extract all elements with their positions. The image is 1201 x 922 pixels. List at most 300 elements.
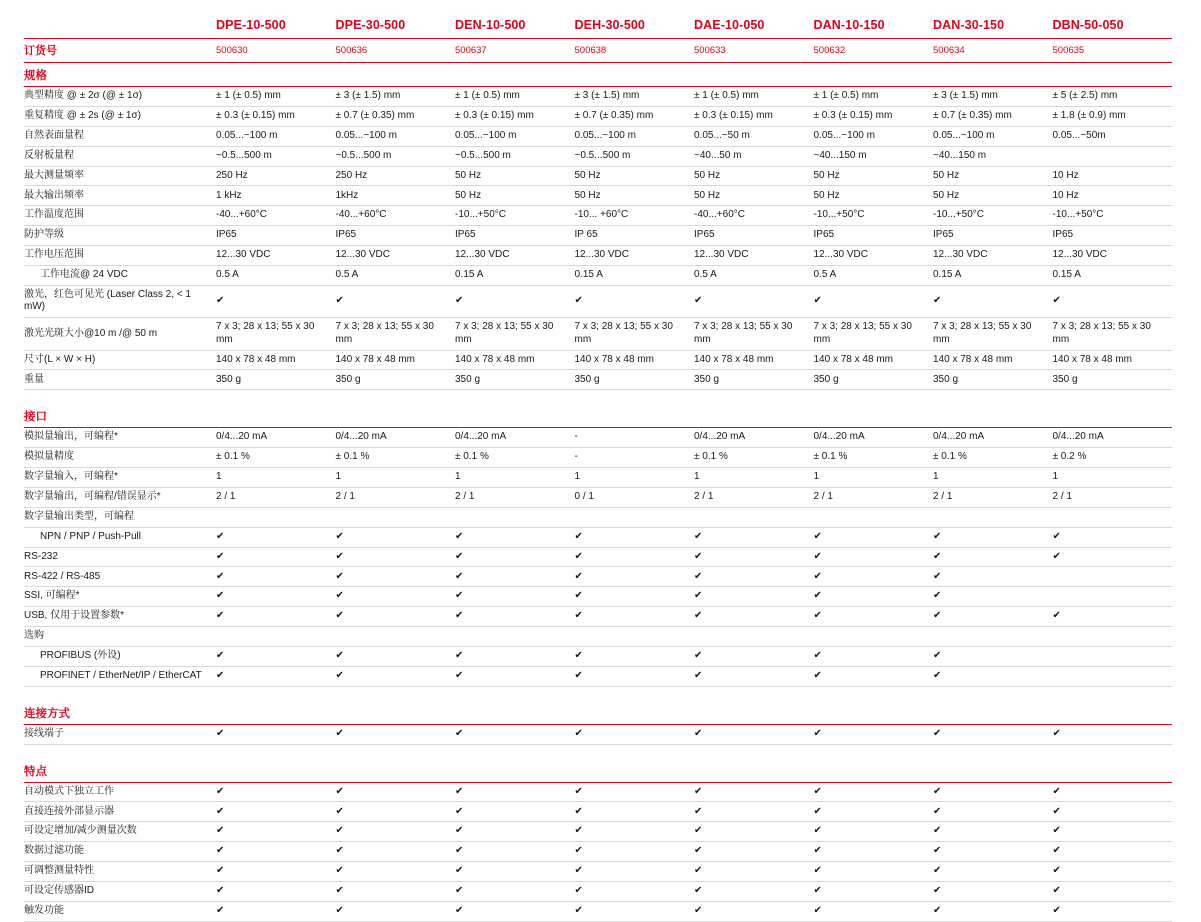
- row-value: ± 0.7 (± 0.35) mm: [575, 106, 695, 126]
- row-label: 工作电压范围: [24, 246, 216, 266]
- row-value: -: [575, 448, 695, 468]
- order-number-value: 500636: [336, 39, 456, 63]
- check-mark-cell: ✔: [814, 587, 934, 607]
- row-label: PROFIBUS (外设): [24, 646, 216, 666]
- row-value: ± 1 (± 0.5) mm: [694, 87, 814, 107]
- check-mark-cell: ✔: [216, 862, 336, 882]
- row-value: 0.15 A: [575, 265, 695, 285]
- row-value: 0.05...~50m: [1053, 126, 1173, 146]
- check-mark-cell: ✔: [336, 527, 456, 547]
- order-number-value: 500637: [455, 39, 575, 63]
- section-header-spacer-cell: [933, 701, 1053, 725]
- row-value: 0.5 A: [216, 265, 336, 285]
- check-mark-cell: ✔: [1053, 901, 1173, 921]
- check-mark-cell: ✔: [933, 646, 1053, 666]
- check-mark-cell: ✔: [216, 646, 336, 666]
- table-row: [24, 881, 1172, 901]
- row-value: 0.15 A: [933, 265, 1053, 285]
- row-value: [694, 627, 814, 647]
- row-label: 工作电流@ 24 VDC: [24, 265, 216, 285]
- row-value: 50 Hz: [933, 186, 1053, 206]
- check-mark-cell: ✔: [1053, 822, 1173, 842]
- row-value: [933, 627, 1053, 647]
- check-mark-cell: ✔: [814, 842, 934, 862]
- check-mark-cell: ✔: [933, 587, 1053, 607]
- row-value: [1053, 587, 1173, 607]
- check-mark-cell: ✔: [575, 547, 695, 567]
- table-row: [24, 428, 1172, 448]
- spacer-cell: [24, 686, 1172, 701]
- row-value: 350 g: [216, 370, 336, 390]
- check-mark-cell: ✔: [336, 901, 456, 921]
- check-mark-cell: ✔: [694, 587, 814, 607]
- check-mark-cell: ✔: [694, 724, 814, 744]
- section-header-spacer-cell: [216, 701, 336, 725]
- section-header-spacer-cell: [694, 701, 814, 725]
- check-mark-cell: ✔: [575, 802, 695, 822]
- check-mark-cell: ✔: [336, 567, 456, 587]
- row-value: ± 3 (± 1.5) mm: [933, 87, 1053, 107]
- check-mark-cell: ✔: [216, 567, 336, 587]
- row-value: [1053, 666, 1173, 686]
- row-label: 防护等级: [24, 226, 216, 246]
- row-value: 0.05...~100 m: [933, 126, 1053, 146]
- row-value: [1053, 146, 1173, 166]
- section-header-spacer-cell: [694, 63, 814, 87]
- check-mark-cell: ✔: [1053, 724, 1173, 744]
- section-title: 连接方式: [24, 701, 216, 725]
- check-mark-cell: ✔: [575, 881, 695, 901]
- row-value: [575, 627, 695, 647]
- check-mark-cell: ✔: [575, 724, 695, 744]
- table-row: [24, 862, 1172, 882]
- row-value: ± 0.1 %: [216, 448, 336, 468]
- row-value: 2 / 1: [933, 487, 1053, 507]
- check-mark-cell: ✔: [575, 607, 695, 627]
- check-mark-cell: ✔: [814, 901, 934, 921]
- table-row: [24, 265, 1172, 285]
- check-mark-cell: ✔: [694, 802, 814, 822]
- row-value: 1 kHz: [216, 186, 336, 206]
- check-mark-cell: ✔: [1053, 862, 1173, 882]
- section-header-spacer-cell: [1053, 701, 1173, 725]
- check-mark-cell: ✔: [455, 666, 575, 686]
- row-value: -10...+50°C: [814, 206, 934, 226]
- row-value: [216, 507, 336, 527]
- row-value: 350 g: [575, 370, 695, 390]
- row-value: IP65: [455, 226, 575, 246]
- section-header-spacer-cell: [216, 759, 336, 783]
- section-header-spacer-cell: [216, 63, 336, 87]
- row-value: 10 Hz: [1053, 186, 1173, 206]
- row-label: 反射板量程: [24, 146, 216, 166]
- model-header-cell: DAE-10-050: [694, 18, 765, 32]
- row-value: 0/4...20 mA: [694, 428, 814, 448]
- order-number-value: 500638: [575, 39, 695, 63]
- section-header-spacer-cell: [455, 701, 575, 725]
- check-mark-cell: ✔: [694, 782, 814, 802]
- check-mark-cell: ✔: [336, 587, 456, 607]
- check-mark-cell: ✔: [933, 724, 1053, 744]
- row-value: IP65: [694, 226, 814, 246]
- check-mark-cell: ✔: [575, 782, 695, 802]
- row-value: [933, 507, 1053, 527]
- row-value: 140 x 78 x 48 mm: [455, 350, 575, 370]
- section-header-spacer-cell: [814, 701, 934, 725]
- table-row: [24, 607, 1172, 627]
- row-value: -40...+60°C: [336, 206, 456, 226]
- spacer-cell: [24, 744, 1172, 759]
- section-header-spacer-cell: [575, 759, 695, 783]
- row-value: 1: [455, 468, 575, 488]
- row-label: SSI, 可编程*: [24, 587, 216, 607]
- row-value: 12...30 VDC: [575, 246, 695, 266]
- row-value: ± 0.7 (± 0.35) mm: [933, 106, 1053, 126]
- table-row: [24, 487, 1172, 507]
- row-value: -: [575, 428, 695, 448]
- model-header-cell: DAN-10-150: [813, 18, 885, 32]
- row-value: 50 Hz: [455, 166, 575, 186]
- row-value: 250 Hz: [216, 166, 336, 186]
- check-mark-cell: ✔: [933, 285, 1053, 317]
- row-value: ± 3 (± 1.5) mm: [575, 87, 695, 107]
- check-mark-cell: ✔: [216, 802, 336, 822]
- section-header-row: [24, 404, 1172, 428]
- row-label: 可设定传感器ID: [24, 881, 216, 901]
- check-mark-cell: ✔: [455, 881, 575, 901]
- section-header-row: [24, 759, 1172, 783]
- row-label: 尺寸(L × W × H): [24, 350, 216, 370]
- row-value: 50 Hz: [694, 186, 814, 206]
- row-value: 0 / 1: [575, 487, 695, 507]
- check-mark-cell: ✔: [336, 646, 456, 666]
- check-mark-cell: ✔: [336, 822, 456, 842]
- table-row: [24, 318, 1172, 350]
- model-header-cell: DPE-10-500: [216, 18, 286, 32]
- row-value: [336, 507, 456, 527]
- section-header-spacer-cell: [455, 759, 575, 783]
- row-value: IP 65: [575, 226, 695, 246]
- row-value: 1: [216, 468, 336, 488]
- row-value: 350 g: [933, 370, 1053, 390]
- section-header-spacer-cell: [455, 63, 575, 87]
- row-value: 7 x 3; 28 x 13; 55 x 30 mm: [575, 318, 695, 350]
- row-value: 140 x 78 x 48 mm: [933, 350, 1053, 370]
- check-mark-cell: ✔: [814, 724, 934, 744]
- check-mark-cell: ✔: [694, 666, 814, 686]
- row-value: 0.05...~50 m: [694, 126, 814, 146]
- model-header-cell: DAN-30-150: [933, 18, 1005, 32]
- row-value: 50 Hz: [814, 186, 934, 206]
- row-value: 140 x 78 x 48 mm: [575, 350, 695, 370]
- check-mark-cell: ✔: [814, 666, 934, 686]
- check-mark-cell: ✔: [216, 822, 336, 842]
- row-value: [694, 507, 814, 527]
- table-row: [24, 448, 1172, 468]
- check-mark-cell: ✔: [814, 802, 934, 822]
- row-label: 工作温度范围: [24, 206, 216, 226]
- section-header-spacer-cell: [336, 759, 456, 783]
- row-value: 350 g: [694, 370, 814, 390]
- row-value: -10...+50°C: [933, 206, 1053, 226]
- row-label: 模拟量精度: [24, 448, 216, 468]
- table-row: [24, 587, 1172, 607]
- check-mark-cell: ✔: [814, 607, 934, 627]
- row-value: [1053, 567, 1173, 587]
- model-header-cell: DEN-10-500: [455, 18, 526, 32]
- section-header-spacer-cell: [336, 63, 456, 87]
- check-mark-cell: ✔: [1053, 842, 1173, 862]
- check-mark-cell: ✔: [575, 842, 695, 862]
- row-value: 0/4...20 mA: [1053, 428, 1173, 448]
- row-value: 140 x 78 x 48 mm: [1053, 350, 1173, 370]
- row-value: ± 3 (± 1.5) mm: [336, 87, 456, 107]
- row-value: ± 1.8 (± 0.9) mm: [1053, 106, 1173, 126]
- section-header-spacer-cell: [814, 404, 934, 428]
- row-label: USB, 仅用于设置参数*: [24, 607, 216, 627]
- table-row: [24, 567, 1172, 587]
- row-label: 选购: [24, 627, 216, 647]
- table-body: [24, 18, 1172, 921]
- row-value: ± 0.1 %: [933, 448, 1053, 468]
- check-mark-cell: ✔: [336, 724, 456, 744]
- row-value: [216, 627, 336, 647]
- row-value: 140 x 78 x 48 mm: [336, 350, 456, 370]
- section-title: 接口: [24, 404, 216, 428]
- row-value: 1: [694, 468, 814, 488]
- row-value: -10... +60°C: [575, 206, 695, 226]
- section-header-spacer-cell: [933, 63, 1053, 87]
- check-mark-cell: ✔: [455, 607, 575, 627]
- row-value: ~0.5...500 m: [216, 146, 336, 166]
- row-value: 50 Hz: [814, 166, 934, 186]
- check-mark-cell: ✔: [455, 782, 575, 802]
- row-value: IP65: [933, 226, 1053, 246]
- row-label: 最大测量频率: [24, 166, 216, 186]
- row-value: -40...+60°C: [694, 206, 814, 226]
- section-header-row: [24, 63, 1172, 87]
- check-mark-cell: ✔: [814, 862, 934, 882]
- check-mark-cell: ✔: [694, 607, 814, 627]
- check-mark-cell: ✔: [1053, 607, 1173, 627]
- header-corner-cell: [24, 18, 216, 39]
- table-row: [24, 468, 1172, 488]
- check-mark-cell: ✔: [933, 842, 1053, 862]
- section-header-spacer-cell: [1053, 404, 1173, 428]
- check-mark-cell: ✔: [455, 646, 575, 666]
- check-mark-cell: ✔: [455, 802, 575, 822]
- order-number-value: 500630: [216, 39, 336, 63]
- table-row: [24, 146, 1172, 166]
- row-value: 2 / 1: [694, 487, 814, 507]
- row-value: 2 / 1: [455, 487, 575, 507]
- row-label: 模拟量输出，可编程*: [24, 428, 216, 448]
- section-header-spacer-cell: [336, 701, 456, 725]
- row-value: 0.05...~100 m: [336, 126, 456, 146]
- row-value: ± 0.1 %: [694, 448, 814, 468]
- specification-table: [24, 18, 1172, 922]
- row-value: 0/4...20 mA: [336, 428, 456, 448]
- table-row: [24, 802, 1172, 822]
- check-mark-cell: ✔: [455, 527, 575, 547]
- check-mark-cell: ✔: [694, 822, 814, 842]
- row-value: 0.5 A: [694, 265, 814, 285]
- section-header-spacer-cell: [216, 404, 336, 428]
- row-value: 7 x 3; 28 x 13; 55 x 30 mm: [933, 318, 1053, 350]
- row-value: 140 x 78 x 48 mm: [814, 350, 934, 370]
- row-value: 350 g: [1053, 370, 1173, 390]
- row-value: 50 Hz: [694, 166, 814, 186]
- table-row: [24, 106, 1172, 126]
- table-row: [24, 246, 1172, 266]
- check-mark-cell: ✔: [455, 587, 575, 607]
- check-mark-cell: ✔: [933, 901, 1053, 921]
- row-value: 0/4...20 mA: [455, 428, 575, 448]
- check-mark-cell: ✔: [216, 901, 336, 921]
- check-mark-cell: ✔: [216, 547, 336, 567]
- row-label: 数据过滤功能: [24, 842, 216, 862]
- row-label: NPN / PNP / Push-Pull: [24, 527, 216, 547]
- row-value: 0.05...~100 m: [575, 126, 695, 146]
- section-header-spacer-cell: [575, 404, 695, 428]
- table-row: [24, 186, 1172, 206]
- row-value: ± 1 (± 0.5) mm: [814, 87, 934, 107]
- check-mark-cell: ✔: [336, 607, 456, 627]
- row-value: 7 x 3; 28 x 13; 55 x 30 mm: [694, 318, 814, 350]
- row-value: IP65: [216, 226, 336, 246]
- spacer-cell: [24, 390, 1172, 405]
- row-value: 7 x 3; 28 x 13; 55 x 30 mm: [336, 318, 456, 350]
- check-mark-cell: ✔: [455, 842, 575, 862]
- table-row: [24, 822, 1172, 842]
- row-value: -10...+50°C: [1053, 206, 1173, 226]
- row-value: 0/4...20 mA: [216, 428, 336, 448]
- row-label: 可设定增加/减少测量次数: [24, 822, 216, 842]
- section-header-spacer-cell: [933, 404, 1053, 428]
- row-value: 1kHz: [336, 186, 456, 206]
- row-value: 7 x 3; 28 x 13; 55 x 30 mm: [1053, 318, 1173, 350]
- check-mark-cell: ✔: [336, 842, 456, 862]
- check-mark-cell: ✔: [216, 285, 336, 317]
- check-mark-cell: ✔: [216, 782, 336, 802]
- table-row: [24, 206, 1172, 226]
- model-header-row: [24, 18, 1172, 39]
- table-row: [24, 126, 1172, 146]
- check-mark-cell: ✔: [933, 666, 1053, 686]
- table-row: [24, 901, 1172, 921]
- row-value: 12...30 VDC: [814, 246, 934, 266]
- check-mark-cell: ✔: [933, 547, 1053, 567]
- row-value: [1053, 507, 1173, 527]
- table-row: [24, 226, 1172, 246]
- row-value: 7 x 3; 28 x 13; 55 x 30 mm: [216, 318, 336, 350]
- section-header-spacer-cell: [694, 759, 814, 783]
- row-value: 1: [814, 468, 934, 488]
- check-mark-cell: ✔: [933, 862, 1053, 882]
- row-label: 触发功能: [24, 901, 216, 921]
- row-value: ~0.5...500 m: [575, 146, 695, 166]
- check-mark-cell: ✔: [814, 567, 934, 587]
- check-mark-cell: ✔: [694, 901, 814, 921]
- row-value: 0.05...~100 m: [216, 126, 336, 146]
- row-value: 250 Hz: [336, 166, 456, 186]
- row-value: 1: [575, 468, 695, 488]
- row-label: RS-422 / RS-485: [24, 567, 216, 587]
- check-mark-cell: ✔: [694, 862, 814, 882]
- row-label: 最大输出频率: [24, 186, 216, 206]
- table-row: [24, 782, 1172, 802]
- check-mark-cell: ✔: [216, 666, 336, 686]
- table-row: [24, 370, 1172, 390]
- table-row: [24, 646, 1172, 666]
- table-row: [24, 166, 1172, 186]
- row-value: 50 Hz: [575, 166, 695, 186]
- check-mark-cell: ✔: [1053, 285, 1173, 317]
- table-row: [24, 627, 1172, 647]
- table-row: [24, 547, 1172, 567]
- check-mark-cell: ✔: [814, 527, 934, 547]
- row-value: ± 0.3 (± 0.15) mm: [216, 106, 336, 126]
- row-value: 12...30 VDC: [455, 246, 575, 266]
- check-mark-cell: ✔: [814, 822, 934, 842]
- row-label: 直接连接外部显示器: [24, 802, 216, 822]
- row-value: 12...30 VDC: [336, 246, 456, 266]
- check-mark-cell: ✔: [1053, 527, 1173, 547]
- check-mark-cell: ✔: [1053, 782, 1173, 802]
- row-value: [336, 627, 456, 647]
- order-number-row: [24, 39, 1172, 63]
- check-mark-cell: ✔: [455, 862, 575, 882]
- row-value: 1: [1053, 468, 1173, 488]
- row-value: 0/4...20 mA: [933, 428, 1053, 448]
- row-value: 12...30 VDC: [216, 246, 336, 266]
- section-title: 规格: [24, 63, 216, 87]
- row-value: 0.5 A: [336, 265, 456, 285]
- check-mark-cell: ✔: [814, 646, 934, 666]
- check-mark-cell: ✔: [575, 527, 695, 547]
- row-label: 数字量输出类型，可编程: [24, 507, 216, 527]
- row-value: [455, 627, 575, 647]
- check-mark-cell: ✔: [694, 881, 814, 901]
- check-mark-cell: ✔: [455, 285, 575, 317]
- section-header-spacer-cell: [1053, 759, 1173, 783]
- check-mark-cell: ✔: [336, 862, 456, 882]
- row-label: 激光光斑大小@10 m /@ 50 m: [24, 318, 216, 350]
- check-mark-cell: ✔: [216, 724, 336, 744]
- section-header-spacer-cell: [455, 404, 575, 428]
- check-mark-cell: ✔: [336, 881, 456, 901]
- row-value: 1: [933, 468, 1053, 488]
- row-value: 7 x 3; 28 x 13; 55 x 30 mm: [814, 318, 934, 350]
- check-mark-cell: ✔: [814, 285, 934, 317]
- row-value: IP65: [336, 226, 456, 246]
- row-value: 0.15 A: [1053, 265, 1173, 285]
- row-value: 2 / 1: [814, 487, 934, 507]
- row-value: 140 x 78 x 48 mm: [694, 350, 814, 370]
- model-header-cell: DEH-30-500: [574, 18, 645, 32]
- row-value: 350 g: [455, 370, 575, 390]
- table-row: [24, 285, 1172, 317]
- row-value: IP65: [1053, 226, 1173, 246]
- section-header-spacer-cell: [575, 701, 695, 725]
- check-mark-cell: ✔: [216, 881, 336, 901]
- row-value: ± 1 (± 0.5) mm: [455, 87, 575, 107]
- check-mark-cell: ✔: [216, 842, 336, 862]
- row-value: ~0.5...500 m: [336, 146, 456, 166]
- check-mark-cell: ✔: [455, 901, 575, 921]
- row-value: ~40...50 m: [694, 146, 814, 166]
- check-mark-cell: ✔: [933, 782, 1053, 802]
